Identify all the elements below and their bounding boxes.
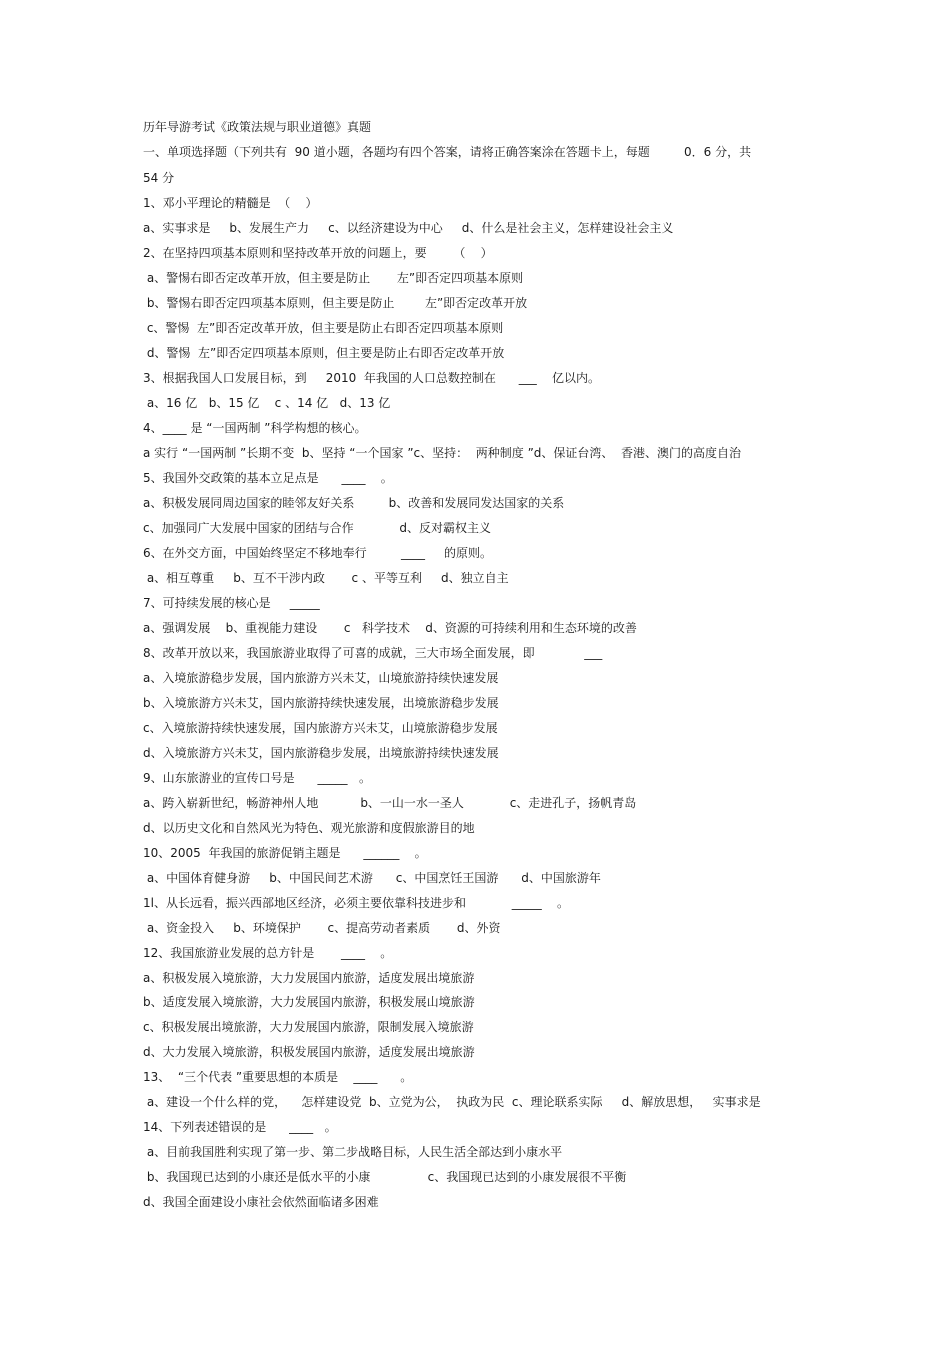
question-13: 13、 “三个代表 ”重要思想的本质是 ____ 。 bbox=[143, 1070, 413, 1084]
question-14-option-a: a、目前我国胜利实现了第一步、第二步战略目标，人民生活全部达到小康水平 bbox=[143, 1145, 563, 1159]
question-12: 12、我国旅游业发展的总方针是 ____ 。 bbox=[143, 946, 393, 960]
section-heading-cont: 54 分 bbox=[143, 171, 175, 185]
question-14: 14、下列表述错误的是 ____ 。 bbox=[143, 1120, 337, 1134]
question-13-options: a、建设一个什么样的党， 怎样建设党 b、立党为公， 执政为民 c、理论联系实际 d、解放思想， 实事求是 bbox=[143, 1095, 761, 1109]
question-5: 5、我国外交政策的基本立足点是 ____ 。 bbox=[143, 471, 393, 485]
question-14-options-bc: b、我国现已达到的小康还是低水平的小康 c、我国现已达到的小康发展很不平衡 bbox=[143, 1170, 627, 1184]
question-2-option-b: b、警惕右即否定四项基本原则，但主要是防止 左”即否定改革开放 bbox=[143, 296, 528, 310]
question-9-option-d: d、以历史文化和自然风光为特色、观光旅游和度假旅游目的地 bbox=[143, 821, 475, 835]
section-heading: 一、单项选择题（下列共有 90 道小题，各题均有四个答案，请将正确答案涂在答题卡上，每题 0．6 分，共 bbox=[143, 145, 752, 159]
question-2-option-a: a、警惕右即否定改革开放，但主要是防止 左”即否定四项基本原则 bbox=[143, 271, 524, 285]
question-9: 9、山东旅游业的宣传口号是 _____ 。 bbox=[143, 771, 371, 785]
question-10: 10、2005 年我国的旅游促销主题是 ______ 。 bbox=[143, 846, 427, 860]
question-2: 2、在坚持四项基本原则和坚持改革开放的问题上，要 （ ） bbox=[143, 246, 493, 260]
question-11: 1l、从长远看，振兴西部地区经济，必须主要依靠科技进步和 _____ 。 bbox=[143, 896, 570, 910]
question-4-options: a 实行 “一国两制 ”长期不变 b、坚持 “一个国家 ”c、坚持： 两种制度 ”d、保证台湾、 香港、澳门的高度自治 bbox=[143, 446, 742, 460]
question-5-options-cd: c、加强同广大发展中国家的团结与合作 d、反对霸权主义 bbox=[143, 521, 491, 535]
question-6: 6、在外交方面，中国始终坚定不移地奉行 ____ 的原则。 bbox=[143, 546, 493, 560]
question-3-options: a、16 亿 b、15 亿 c 、14 亿 d、13 亿 bbox=[143, 396, 391, 410]
question-2-option-c: c、警惕 左”即否定改革开放，但主要是防止右即否定四项基本原则 bbox=[143, 321, 504, 335]
question-7: 7、可持续发展的核心是 _____ bbox=[143, 596, 320, 610]
question-3: 3、根据我国人口发展目标，到 2010 年我国的人口总数控制在 ___ 亿以内。 bbox=[143, 371, 601, 385]
question-6-options: a、相互尊重 b、互不干涉内政 c 、平等互利 d、独立自主 bbox=[143, 571, 509, 585]
question-12-option-a: a、积极发展入境旅游，大力发展国内旅游，适度发展出境旅游 bbox=[143, 971, 475, 985]
question-7-options: a、强调发展 b、重视能力建设 c 科学技术 d、资源的可持续利用和生态环境的改善 bbox=[143, 621, 637, 635]
question-8-option-b: b、入境旅游方兴未艾，国内旅游持续快速发展，出境旅游稳步发展 bbox=[143, 696, 499, 710]
question-2-option-d: d、警惕 左”即否定四项基本原则，但主要是防止右即否定改革开放 bbox=[143, 346, 505, 360]
question-12-option-b: b、适度发展入境旅游，大力发展国内旅游，积极发展山境旅游 bbox=[143, 995, 475, 1009]
question-5-options-ab: a、积极发展同周边国家的睦邻友好关系 b、改善和发展同发达国家的关系 bbox=[143, 496, 565, 510]
question-8-option-a: a、入境旅游稳步发展，国内旅游方兴未艾，山境旅游持续快速发展 bbox=[143, 671, 499, 685]
question-8-option-d: d、入境旅游方兴未艾，国内旅游稳步发展，出境旅游持续快速发展 bbox=[143, 746, 499, 760]
question-14-option-d: d、我国全面建设小康社会依然面临诸多困难 bbox=[143, 1195, 379, 1209]
question-11-options: a、资金投入 b、环境保护 c、提高劳动者素质 d、外资 bbox=[143, 921, 501, 935]
question-1: 1、邓小平理论的精髓是 （ ） bbox=[143, 196, 318, 210]
question-8: 8、改革开放以来，我国旅游业取得了可喜的成就，三大市场全面发展，即 ___ bbox=[143, 646, 603, 660]
question-1-options: a、实事求是 b、发展生产力 c、以经济建设为中心 d、什么是社会主义，怎样建设社会主义 bbox=[143, 221, 674, 235]
question-12-option-d: d、大力发展入境旅游，积极发展国内旅游，适度发展出境旅游 bbox=[143, 1045, 475, 1059]
question-12-option-c: c、积极发展出境旅游，大力发展国内旅游，限制发展入境旅游 bbox=[143, 1020, 474, 1034]
document-title: 历年导游考试《政策法规与职业道德》真题 bbox=[143, 120, 372, 134]
question-10-options: a、中国体育健身游 b、中国民间艺术游 c、中国烹饪王国游 d、中国旅游年 bbox=[143, 871, 601, 885]
question-4: 4、____ 是 “一国两制 ”科学构想的核心。 bbox=[143, 421, 367, 435]
question-8-option-c: c、入境旅游持续快速发展，国内旅游方兴未艾，山境旅游稳步发展 bbox=[143, 721, 498, 735]
question-9-options-abc: a、跨入崭新世纪，畅游神州人地 b、一山一水一圣人 c、走进孔子，扬帆青岛 bbox=[143, 796, 637, 810]
